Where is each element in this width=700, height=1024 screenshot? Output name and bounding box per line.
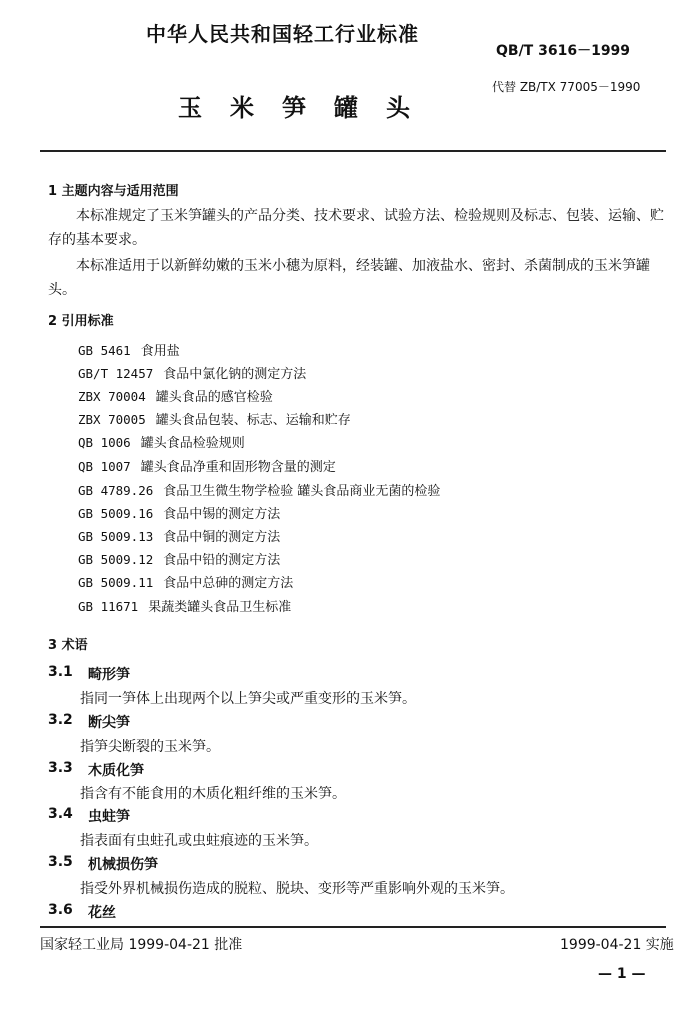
footer-rule — [40, 926, 666, 928]
section-1-heading: 1 主题内容与适用范围 — [48, 184, 179, 199]
term-name: 花丝 — [88, 905, 116, 921]
reference-title: 罐头食品的感官检验 — [155, 390, 273, 405]
approval-date: 国家轻工业局 1999-04-21 批准 — [40, 937, 243, 953]
title-char: 罐 — [334, 94, 358, 122]
reference-item — [78, 432, 245, 451]
term-definition: 指受外界机械损伤造成的脱粒、脱块、变形等严重影响外观的玉米笋。 — [80, 881, 514, 897]
reference-title: 食品中氯化钠的测定方法 — [163, 367, 307, 382]
reference-item — [78, 456, 336, 475]
term-number: 3.3 — [48, 760, 73, 776]
reference-code: QB 1007 — [78, 459, 131, 474]
replaces-note: 代替 ZB/TX 77005－1990 — [492, 80, 641, 94]
title-char: 玉 — [178, 94, 202, 122]
reference-code: QB 1006 — [78, 435, 131, 450]
reference-item — [78, 363, 306, 382]
reference-title: 食品卫生微生物学检验 罐头食品商业无菌的检验 — [163, 484, 441, 499]
term-number: 3.5 — [48, 854, 73, 870]
reference-item — [78, 596, 291, 615]
reference-title: 罐头食品检验规则 — [140, 436, 245, 451]
section-1-paragraph-2: 本标准适用于以新鲜幼嫩的玉米小穗为原料，经装罐、加液盐水、密封、杀菌制成的玉米笋罐头。 — [48, 258, 650, 298]
term-name: 木质化笋 — [88, 763, 144, 779]
reference-code: GB 5461 — [78, 343, 131, 358]
reference-title: 食品中铅的测定方法 — [163, 553, 281, 568]
reference-title: 果蔬类罐头食品卫生标准 — [148, 600, 292, 615]
reference-code: ZBX 70005 — [78, 412, 146, 427]
section-2-heading: 2 引用标准 — [48, 314, 114, 329]
reference-item — [78, 503, 280, 522]
section-1-paragraph-1: 本标准规定了玉米笋罐头的产品分类、技术要求、试验方法、检验规则及标志、包装、运输、贮存的基本要求。 — [48, 208, 664, 248]
term-name: 断尖笋 — [88, 715, 130, 731]
page-number: — 1 — — [598, 966, 646, 982]
term-definition: 指含有不能食用的木质化粗纤维的玉米笋。 — [80, 786, 346, 802]
standard-category-title: 中华人民共和国轻工行业标准 — [146, 22, 419, 46]
reference-item — [78, 572, 293, 591]
effective-date: 1999-04-21 实施 — [560, 937, 674, 953]
reference-code: GB 5009.13 — [78, 529, 154, 544]
reference-title: 罐头食品净重和固形物含量的测定 — [140, 460, 336, 475]
reference-item — [78, 526, 280, 545]
standard-number: QB/T 3616－1999 — [496, 43, 631, 59]
term-definition: 指笋尖断裂的玉米笋。 — [80, 739, 220, 755]
reference-item — [78, 549, 280, 568]
reference-code: GB 11671 — [78, 599, 139, 614]
term-definition: 指同一笋体上出现两个以上笋尖或严重变形的玉米笋。 — [80, 691, 416, 707]
title-char: 米 — [230, 94, 254, 122]
reference-code: GB 4789.26 — [78, 483, 154, 498]
reference-title: 食用盐 — [140, 344, 180, 359]
reference-title: 罐头食品包装、标志、运输和贮存 — [155, 413, 351, 428]
term-name: 畸形笋 — [88, 667, 130, 683]
reference-title: 食品中铜的测定方法 — [163, 530, 281, 545]
reference-item — [78, 480, 440, 499]
term-number: 3.6 — [48, 902, 73, 918]
reference-item — [78, 340, 180, 359]
title-char: 笋 — [282, 94, 306, 122]
reference-code: ZBX 70004 — [78, 389, 146, 404]
reference-code: GB 5009.16 — [78, 506, 154, 521]
reference-code: GB/T 12457 — [78, 366, 154, 381]
term-number: 3.1 — [48, 664, 73, 680]
reference-title: 食品中锡的测定方法 — [163, 507, 281, 522]
title-char: 头 — [386, 94, 410, 122]
document-title — [178, 88, 438, 123]
term-definition: 指表面有虫蛀孔或虫蛀痕迹的玉米笋。 — [80, 833, 318, 849]
term-number: 3.4 — [48, 806, 73, 822]
term-name: 虫蛀笋 — [88, 809, 130, 825]
reference-title: 食品中总砷的测定方法 — [163, 576, 294, 591]
reference-code: GB 5009.12 — [78, 552, 154, 567]
term-number: 3.2 — [48, 712, 73, 728]
header-rule — [40, 150, 666, 152]
section-3-heading: 3 术语 — [48, 638, 88, 653]
term-name: 机械损伤笋 — [88, 857, 158, 873]
reference-item — [78, 386, 273, 405]
reference-code: GB 5009.11 — [78, 575, 154, 590]
reference-item — [78, 409, 351, 428]
